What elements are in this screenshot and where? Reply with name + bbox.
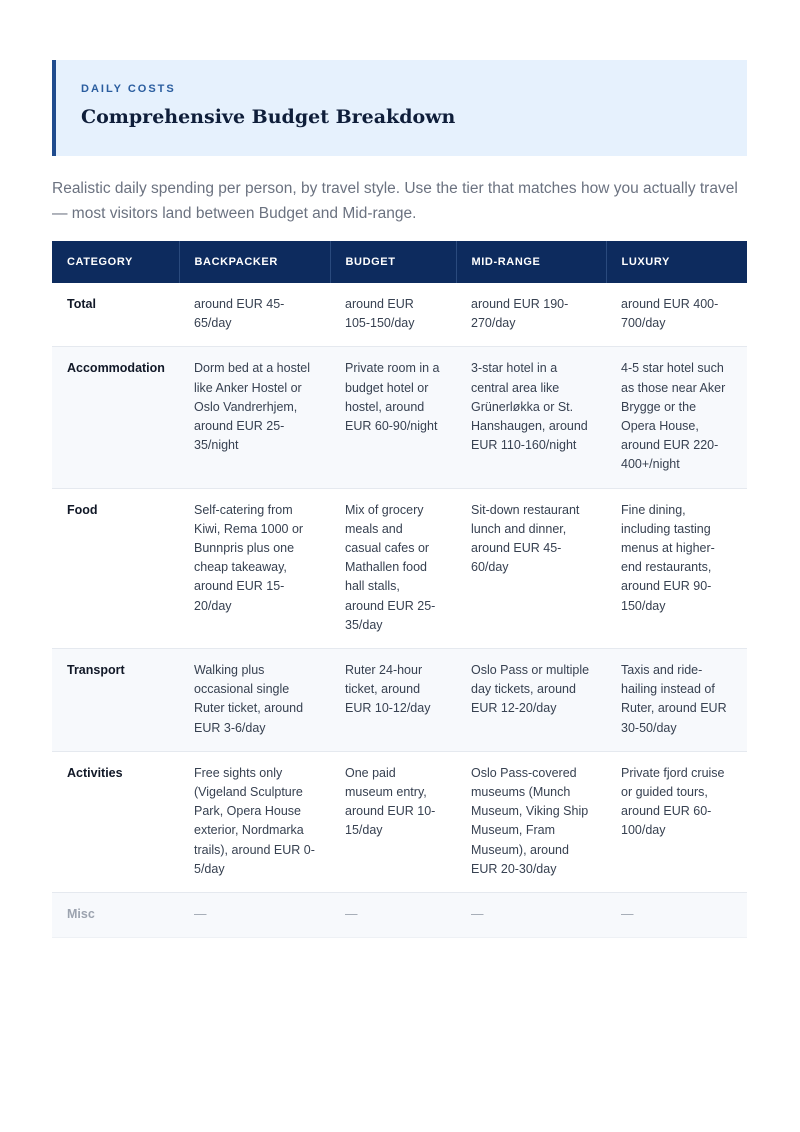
table-cell: One paid museum entry, around EUR 10-15/day: [330, 751, 456, 892]
row-label-total: Total: [52, 283, 179, 347]
table-cell: —: [606, 893, 747, 938]
table-cell: around EUR 190-270/day: [456, 283, 606, 347]
table-cell: —: [456, 893, 606, 938]
column-header-luxury: LUXURY: [606, 241, 747, 283]
table-cell: 3-star hotel in a central area like Grünerløkka or St. Hanshaugen, around EUR 110-160/night: [456, 347, 606, 488]
table-cell: Fine dining, including tasting menus at higher-end restaurants, around EUR 90-150/day: [606, 488, 747, 648]
table-cell: Mix of grocery meals and casual cafes or Mathallen food hall stalls, around EUR 25-35/day: [330, 488, 456, 648]
intro-paragraph: Realistic daily spending per person, by travel style. Use the tier that matches how you actually travel — most visitors land between Budget and Mid-range.: [52, 180, 738, 222]
column-header-mid-range: MID-RANGE: [456, 241, 606, 283]
table-cell: Ruter 24-hour ticket, around EUR 10-12/day: [330, 649, 456, 752]
table-cell: around EUR 400-700/day: [606, 283, 747, 347]
table-header-row: [52, 241, 747, 283]
table-cell: Walking plus occasional single Ruter ticket, around EUR 3-6/day: [179, 649, 330, 752]
table-cell: Oslo Pass or multiple day tickets, around EUR 12-20/day: [456, 649, 606, 752]
row-label-food: Food: [52, 488, 179, 648]
section-eyebrow: DAILY COSTS: [81, 83, 176, 95]
table-row-accommodation: [52, 347, 747, 488]
table-cell: —: [330, 893, 456, 938]
table-cell: Private room in a budget hotel or hostel, around EUR 60-90/night: [330, 347, 456, 488]
table-row-transport: [52, 649, 747, 752]
row-label-activities: Activities: [52, 751, 179, 892]
table-cell: Dorm bed at a hostel like Anker Hostel or Oslo Vandrerhjem, around EUR 25-35/night: [179, 347, 330, 488]
table-cell: Oslo Pass-covered museums (Munch Museum, Viking Ship Museum, Fram Museum), around EUR 20-30/day: [456, 751, 606, 892]
table-cell: Sit-down restaurant lunch and dinner, around EUR 45-60/day: [456, 488, 606, 648]
table-row-misc: [52, 893, 747, 938]
table-row-total: [52, 283, 747, 347]
table-cell: Private fjord cruise or guided tours, around EUR 60-100/day: [606, 751, 747, 892]
section-header: [52, 60, 747, 156]
table-cell: Self-catering from Kiwi, Rema 1000 or Bunnpris plus one cheap takeaway, around EUR 15-20/day: [179, 488, 330, 648]
table-cell: around EUR 105-150/day: [330, 283, 456, 347]
row-label-misc: Misc: [52, 893, 179, 938]
table-cell: —: [179, 893, 330, 938]
table-row-activities: [52, 751, 747, 892]
row-label-transport: Transport: [52, 649, 179, 752]
budget-table: [52, 241, 747, 938]
column-header-backpacker: BACKPACKER: [179, 241, 330, 283]
table-cell: 4-5 star hotel such as those near Aker Brygge or the Opera House, around EUR 220-400+/night: [606, 347, 747, 488]
page-title: Comprehensive Budget Breakdown: [81, 106, 456, 128]
table-cell: around EUR 45-65/day: [179, 283, 330, 347]
row-label-accommodation: Accommodation: [52, 347, 179, 488]
table-cell: Taxis and ride-hailing instead of Ruter, around EUR 30-50/day: [606, 649, 747, 752]
column-header-category: CATEGORY: [52, 241, 179, 283]
table-row-food: [52, 488, 747, 648]
column-header-budget: BUDGET: [330, 241, 456, 283]
table-cell: Free sights only (Vigeland Sculpture Park, Opera House exterior, Nordmarka trails), around EUR 0-5/day: [179, 751, 330, 892]
